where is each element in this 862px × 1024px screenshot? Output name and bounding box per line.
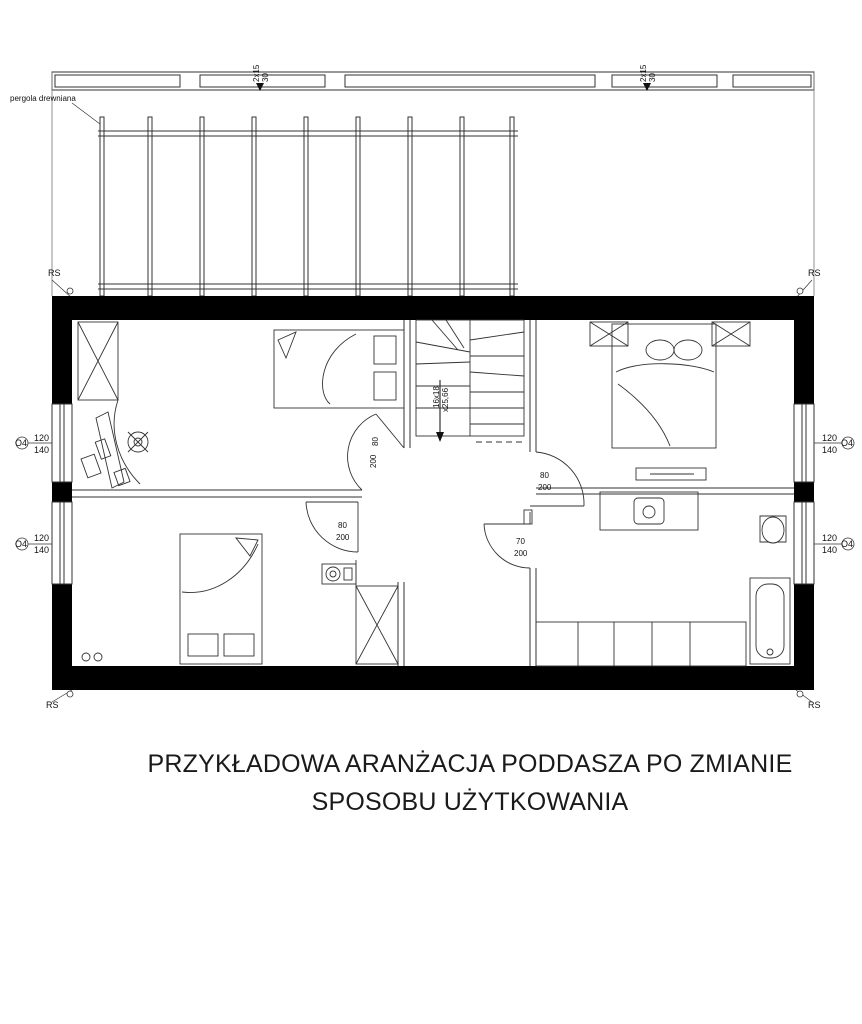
svg-text:120: 120 <box>822 533 838 543</box>
svg-text:200: 200 <box>336 533 350 542</box>
window-tag-right-upper <box>814 433 854 455</box>
door-upper-right-bedroom <box>530 452 584 506</box>
bed-lower-left <box>180 534 262 664</box>
wardrobe-top-left <box>78 322 118 400</box>
svg-text:2x15: 2x15 <box>252 64 261 82</box>
svg-text:140: 140 <box>34 445 50 455</box>
svg-text:O4: O4 <box>841 539 854 549</box>
roof-strip <box>52 72 814 90</box>
svg-text:2x15: 2x15 <box>639 64 648 82</box>
window-tag-left-lower <box>15 533 52 555</box>
bathroom-fixtures <box>600 468 790 664</box>
door-bathroom <box>484 510 532 568</box>
reference-lines <box>52 72 814 296</box>
svg-text:200: 200 <box>538 483 552 492</box>
bathroom-cabinets <box>536 622 746 666</box>
svg-text:30: 30 <box>261 73 270 82</box>
bed-upper-left <box>274 330 404 408</box>
svg-text:200: 200 <box>514 549 528 558</box>
rs-marker-bottom-left <box>46 690 73 710</box>
door-upper-left-bedroom <box>348 414 404 490</box>
pergola <box>98 117 518 296</box>
svg-text:RS: RS <box>46 700 59 710</box>
svg-text:80: 80 <box>540 471 549 480</box>
svg-text:RS: RS <box>808 268 821 278</box>
office-chair <box>128 432 148 452</box>
closet-lower <box>356 560 398 664</box>
window-tag-left-upper <box>15 433 52 455</box>
window-tag-right-lower <box>814 533 854 555</box>
rs-marker-bottom-right <box>796 690 821 710</box>
svg-text:RS: RS <box>808 700 821 710</box>
svg-text:O4: O4 <box>15 539 28 549</box>
svg-text:120: 120 <box>34 433 50 443</box>
svg-text:140: 140 <box>822 545 838 555</box>
svg-text:RS: RS <box>48 268 61 278</box>
pergola-label: pergola drewniana <box>10 94 76 103</box>
staircase <box>416 320 524 442</box>
svg-text:120: 120 <box>822 433 838 443</box>
svg-text:70: 70 <box>516 537 525 546</box>
washing-machine <box>322 564 356 584</box>
svg-text:O4: O4 <box>15 438 28 448</box>
drawing-title-line-2: SPOSOBU UŻYTKOWANIA <box>311 788 629 816</box>
door-lower-left-bedroom <box>306 502 358 552</box>
drawing-title-line-1: PRZYKŁADOWA ARANŻACJA PODDASZA PO ZMIANIE <box>147 750 793 778</box>
svg-text:30: 30 <box>648 73 657 82</box>
svg-text:80: 80 <box>338 521 347 530</box>
radiator-circles <box>82 653 102 661</box>
bed-upper-right <box>590 322 750 448</box>
svg-text:80: 80 <box>371 437 380 446</box>
svg-text:120: 120 <box>34 533 50 543</box>
rs-marker-top-right <box>796 268 821 298</box>
desk <box>81 400 140 488</box>
svg-text:200: 200 <box>369 454 378 468</box>
stairs-size-label: 16x18 <box>432 386 441 408</box>
svg-text:O4: O4 <box>841 438 854 448</box>
stairs-riser-label: x25,66 <box>441 387 450 412</box>
svg-text:140: 140 <box>822 445 838 455</box>
svg-text:140: 140 <box>34 545 50 555</box>
